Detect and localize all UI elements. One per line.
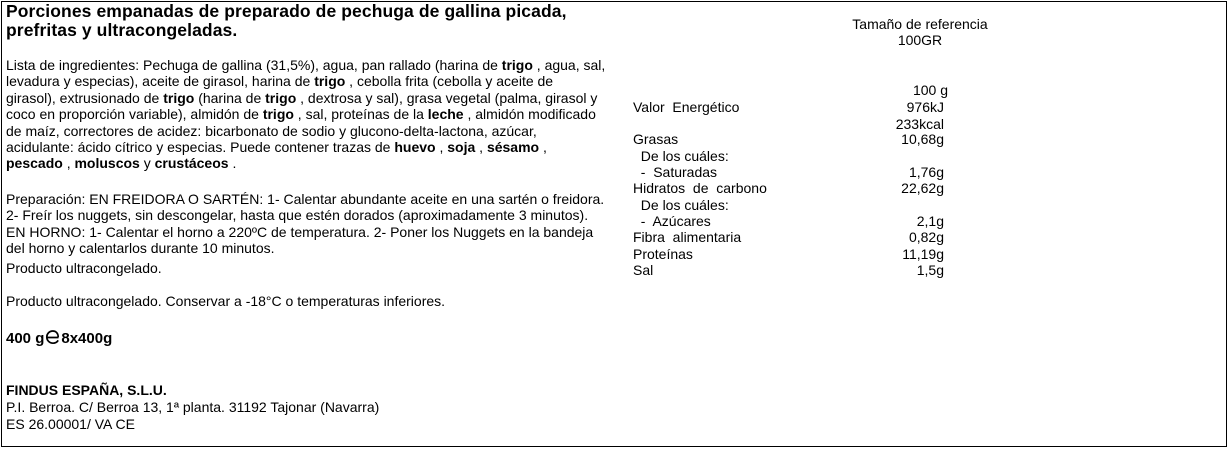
ingredient-text: , cebolla frita (cebolla y aceite de girasol), extrusionado de — [6, 73, 554, 106]
nutrition-label: - Azúcares — [633, 213, 711, 229]
nutrition-value: 22,62g — [901, 180, 944, 196]
ingredient-text: , — [435, 139, 448, 156]
nutrition-value: 233kcal — [895, 116, 944, 132]
nutrition-value: 2,1g — [916, 213, 944, 229]
ingredient-text: , agua, sal, levadura y especias), aceite de girasol, harina de — [6, 57, 606, 90]
nutrition-label: Hidratos de carbono — [633, 180, 767, 196]
nutrition-label: Grasas — [633, 131, 679, 147]
reference-size-label: Tamaño de referencia — [852, 16, 988, 32]
reference-size-value: 100GR — [897, 32, 943, 48]
net-weight — [6, 329, 112, 348]
allergen: crustáceos — [154, 155, 229, 172]
nutrition-value: 11,19g — [902, 246, 944, 262]
per-100g-header: 100 g — [912, 82, 948, 98]
ingredient-text: , dextrosa y sal), grasa vegetal (palma, girasol y coco en proporción variable), almidón de — [6, 89, 598, 123]
product-note: Producto ultracongelado. — [6, 260, 162, 276]
nutrition-label: Fibra alimentaria — [633, 229, 742, 245]
allergen: trigo — [262, 106, 294, 123]
company-address: P.I. Berroa. C/ Berroa 13, 1ª planta. 31192 Tajonar (Navarra) — [6, 399, 380, 415]
allergen: pescado — [6, 155, 63, 172]
allergen: trigo — [501, 57, 533, 73]
allergen: sésamo — [486, 139, 540, 156]
company-name: FINDUS ESPAÑA, S.L.U. — [6, 382, 167, 398]
allergen: huevo — [394, 139, 436, 156]
ingredient-text: (harina de — [194, 89, 266, 106]
nutrition-label: De los cuáles: — [633, 148, 729, 164]
ingredient-text: , — [475, 139, 487, 156]
ingredient-text: , — [539, 139, 547, 156]
allergen: leche — [427, 106, 464, 123]
ingredient-text: , sal, proteínas de la — [293, 106, 428, 123]
nutrition-label: De los cuáles: — [633, 197, 729, 213]
ingredient-text: Lista de ingredientes: Pechuga de gallina (31,5%), agua, pan rallado (harina de — [6, 57, 502, 73]
nutrition-value: 1,76g — [908, 164, 944, 180]
nutrition-value: 0,82g — [908, 229, 944, 245]
nutrition-label: Valor Energético — [633, 99, 740, 115]
reference-size — [830, 16, 1010, 48]
ingredient-text: y — [139, 155, 155, 172]
allergen: trigo — [163, 89, 195, 106]
ingredients-list — [6, 57, 606, 172]
company-block — [6, 382, 379, 433]
allergen: moluscos — [74, 155, 140, 172]
nutrition-value: 10,68g — [901, 131, 944, 147]
estimated-sign-icon — [45, 329, 60, 345]
nutrition-value: 976kJ — [906, 99, 944, 115]
ingredient-text: . — [228, 155, 237, 172]
nutrition-label: - Saturadas — [633, 164, 718, 180]
nutrition-label: Proteínas — [633, 246, 693, 262]
preparation-instructions: Preparación: EN FREIDORA O SARTÉN: 1- Calentar abundante aceite en una sartén o freidora. 2- Freír los nuggets, sin descongelar, hasta que estén dorados (aproximadamente 3 minutos). EN HORNO: 1- Calentar el horno a 220ºC de temperatura. 2- Poner los Nuggets en la bandeja del horno y calentarlos durante 10 minutos. — [6, 191, 605, 257]
nutrition-label: Sal — [633, 262, 654, 278]
ingredient-text: , — [62, 155, 75, 172]
nutrition-value: 1,5g — [916, 262, 944, 278]
allergen: soja — [447, 139, 476, 156]
allergen: trigo — [314, 73, 346, 90]
ingredient-text: , almidón modificado de maíz, correctores de acidez: bicarbonato de sodio y glucono-delta-lactona, azúcar, acidulante: ácido cítrico y especias. Puede contener trazas de — [6, 106, 596, 156]
product-title-block — [6, 2, 611, 40]
company-registry: ES 26.00001/ VA CE — [6, 416, 135, 432]
net-weight-value: 400 g — [6, 330, 45, 347]
pack-format: 8x400g — [61, 330, 113, 347]
product-title: Porciones empanadas de preparado de pechuga de gallina picada, prefritas y ultracongeladas. — [6, 1, 567, 40]
allergen: trigo — [265, 89, 297, 106]
conservation-note: Producto ultracongelado. Conservar a -18°C o temperaturas inferiores. — [6, 293, 446, 309]
